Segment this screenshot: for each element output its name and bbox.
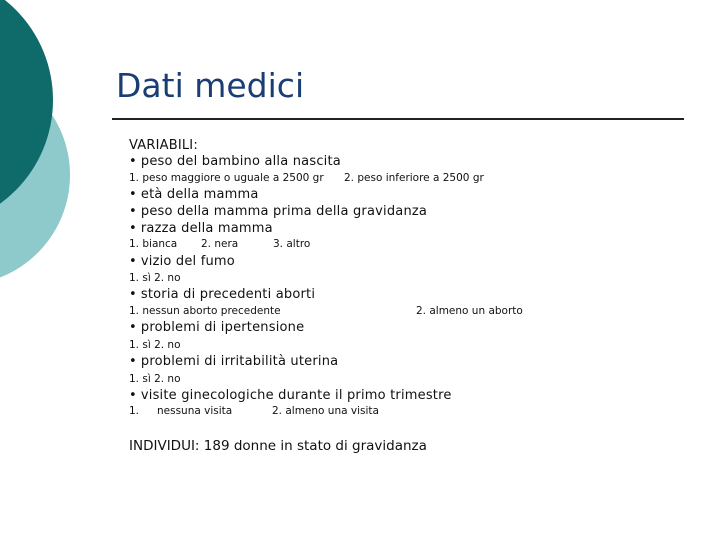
bullet: • (129, 254, 137, 269)
options-row: 1. sì 2. no (129, 272, 181, 284)
title-divider (112, 118, 684, 120)
individuals-line: INDIVIDUI: 189 donne in stato di gravidanza (129, 438, 427, 454)
bullet: • (129, 221, 137, 236)
list-item (129, 221, 273, 236)
options-row: 1. sì 2. no (129, 339, 181, 351)
item-label: peso della mamma prima della gravidanza (140, 204, 428, 219)
item-label: vizio del fumo (140, 254, 235, 269)
item-label: problemi di irritabilità uterina (140, 354, 339, 369)
item-label: età della mamma (140, 187, 259, 202)
options-row (129, 405, 529, 419)
item-label: razza della mamma (140, 221, 273, 236)
list-item (129, 287, 315, 302)
bullet: • (129, 204, 137, 219)
list-item (129, 388, 452, 403)
bullet: • (129, 187, 137, 202)
option-1: 1. bianca (129, 238, 178, 250)
decorative-circles (0, 0, 130, 320)
page-title: Dati medici (116, 66, 305, 105)
bullet: • (129, 154, 137, 169)
list-item (129, 204, 427, 219)
options-row (129, 238, 429, 252)
item-label: problemi di ipertensione (140, 320, 305, 335)
option-1: 1. nessun aborto precedente (129, 305, 281, 317)
option-1: 1. (129, 405, 140, 417)
option-2: 2. almeno un aborto (416, 305, 523, 317)
item-label: visite ginecologiche durante il primo trimestre (140, 388, 452, 403)
list-item (129, 187, 259, 202)
list-item (129, 154, 341, 169)
bullet: • (129, 354, 137, 369)
bullet: • (129, 287, 137, 302)
option-1: 1. peso maggiore o uguale a 2500 gr (129, 172, 324, 184)
options-row (129, 172, 709, 186)
options-row: 1. sì 2. no (129, 373, 181, 385)
list-item (129, 320, 304, 335)
bullet: • (129, 320, 137, 335)
item-label: peso del bambino alla nascita (140, 154, 341, 169)
list-item (129, 254, 235, 269)
option-3: 3. altro (273, 238, 311, 250)
bullet: • (129, 388, 137, 403)
option-2: nessuna visita (157, 405, 233, 417)
list-item (129, 354, 338, 369)
variables-heading: VARIABILI: (129, 138, 198, 153)
item-label: storia di precedenti aborti (140, 287, 316, 302)
option-2: 2. nera (201, 238, 239, 250)
option-3: 2. almeno una visita (272, 405, 379, 417)
option-2: 2. peso inferiore a 2500 gr (344, 172, 484, 184)
options-row (129, 305, 709, 319)
